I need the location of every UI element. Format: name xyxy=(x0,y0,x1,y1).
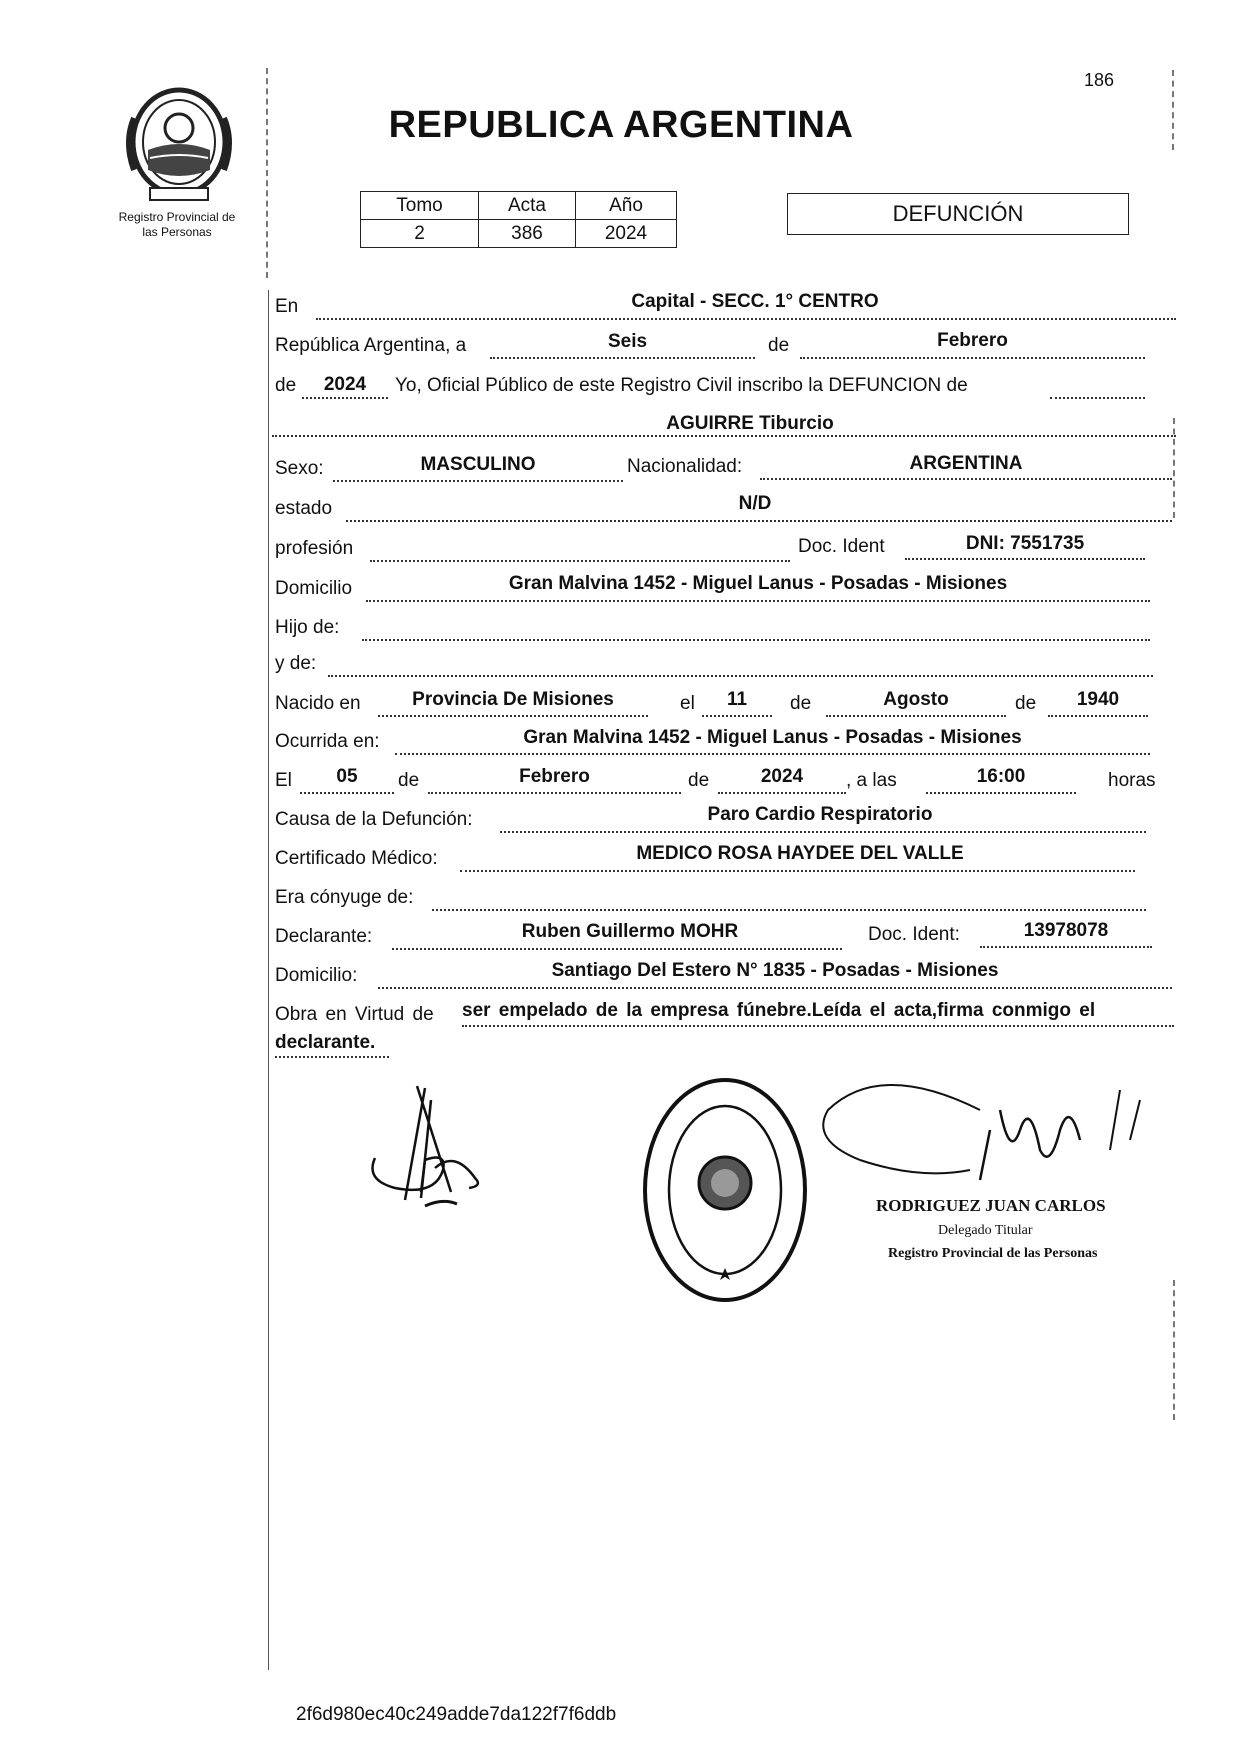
el-label: el xyxy=(680,693,695,714)
deceased-name: AGUIRRE Tiburcio xyxy=(666,413,834,434)
def-de-label: de xyxy=(398,770,420,791)
nacido-anio-value: 1940 xyxy=(1076,689,1120,710)
decl-doc-label: Doc. Ident: xyxy=(868,924,960,945)
official-name: RODRIGUEZ JUAN CARLOS xyxy=(876,1196,1106,1215)
certificado-value: MEDICO ROSA HAYDEE DEL VALLE xyxy=(636,843,964,864)
dotted-line xyxy=(702,715,772,717)
acta-value: 386 xyxy=(479,220,576,248)
dotted-line xyxy=(302,397,388,399)
decl-domicilio-label: Domicilio: xyxy=(275,965,358,986)
official-signature xyxy=(820,1070,1150,1210)
dotted-line xyxy=(333,480,623,482)
ocurrida-label: Ocurrida en: xyxy=(275,731,380,752)
dotted-line xyxy=(316,318,1176,320)
ocurrida-value: Gran Malvina 1452 - Miguel Lanus - Posadas - Misiones xyxy=(523,727,1022,748)
logo-caption: Registro Provincial de las Personas xyxy=(118,210,236,239)
dotted-line xyxy=(980,946,1152,948)
dotted-line xyxy=(428,792,681,794)
profesion-label: profesión xyxy=(275,538,354,559)
mes-value: Febrero xyxy=(937,330,1008,351)
registry-header: Tomo xyxy=(361,192,479,220)
dotted-line xyxy=(272,435,1176,437)
nacido-label: Nacido en xyxy=(275,693,361,714)
republica-label: República Argentina, a xyxy=(275,335,467,356)
declarante-value: Ruben Guillermo MOHR xyxy=(521,921,739,942)
document-hash: 2f6d980ec40c249adde7da122f7f6ddb xyxy=(296,1704,617,1725)
causa-value: Paro Cardio Respiratorio xyxy=(707,804,933,825)
dotted-line xyxy=(500,831,1146,833)
registry-table xyxy=(360,191,677,248)
registry-value-row xyxy=(361,220,677,248)
dotted-line xyxy=(275,1056,389,1058)
dotted-line xyxy=(432,909,1146,911)
margin-line xyxy=(266,68,268,278)
dotted-line xyxy=(460,870,1135,872)
nacido-lugar-value: Provincia De Misiones xyxy=(412,689,614,710)
dotted-line xyxy=(926,792,1076,794)
dotted-line xyxy=(370,560,790,562)
declarant-signature xyxy=(365,1080,505,1220)
tomo-value: 2 xyxy=(361,220,479,248)
estado-value: N/D xyxy=(738,493,772,514)
dotted-line xyxy=(490,357,755,359)
official-stamp xyxy=(640,1075,810,1305)
document-title: REPUBLICA ARGENTINA xyxy=(388,104,854,146)
en-label: En xyxy=(275,296,299,317)
dotted-line xyxy=(800,357,1145,359)
def-dia-value: 05 xyxy=(336,766,358,787)
obra-label: Obra en Virtud de xyxy=(275,1004,434,1025)
margin-line xyxy=(268,290,269,1670)
decl-domicilio-value: Santiago Del Estero N° 1835 - Posadas - Misiones xyxy=(551,960,999,981)
registry-header: Acta xyxy=(479,192,576,220)
dotted-line xyxy=(1048,715,1148,717)
sexo-label: Sexo: xyxy=(275,458,324,479)
dotted-line xyxy=(1050,397,1145,399)
alas-label: , a las xyxy=(846,770,897,791)
nacido-de-label: de xyxy=(790,693,812,714)
dotted-line xyxy=(362,639,1150,641)
margin-line xyxy=(1172,70,1174,150)
inscribo-text: Yo, Oficial Público de este Registro Civil inscribo la DEFUNCION de xyxy=(395,375,968,396)
anio-value: 2024 xyxy=(576,220,677,248)
margin-line xyxy=(1173,1280,1175,1420)
dotted-line xyxy=(300,792,394,794)
page-number: 186 xyxy=(1083,70,1114,90)
nacionalidad-value: ARGENTINA xyxy=(909,453,1023,474)
yde-label: y de: xyxy=(275,653,317,674)
nacionalidad-label: Nacionalidad: xyxy=(627,456,743,477)
margin-line xyxy=(1173,418,1175,518)
registry-header: Año xyxy=(576,192,677,220)
hijo-label: Hijo de: xyxy=(275,617,340,638)
dotted-line xyxy=(378,715,648,717)
de-label: de xyxy=(768,335,790,356)
dotted-line xyxy=(760,478,1172,480)
sexo-value: MASCULINO xyxy=(420,454,536,475)
de2-label: de xyxy=(275,375,297,396)
declarante-label: Declarante: xyxy=(275,926,373,947)
dotted-line xyxy=(905,558,1145,560)
def-anio-value: 2024 xyxy=(760,766,804,787)
def-mes-value: Febrero xyxy=(519,766,590,787)
anio-value: 2024 xyxy=(323,374,367,395)
obra-line1: ser empelado de la empresa fúnebre.Leída el acta,firma conmigo el xyxy=(462,1000,1096,1021)
domicilio-value: Gran Malvina 1452 - Miguel Lanus - Posadas - Misiones xyxy=(508,573,1008,594)
document-type-box: DEFUNCIÓN xyxy=(787,193,1129,235)
def-hora-value: 16:00 xyxy=(976,766,1026,787)
horas-label: horas xyxy=(1108,770,1156,791)
conyuge-label: Era cónyuge de: xyxy=(275,887,414,908)
certificado-label: Certificado Médico: xyxy=(275,848,438,869)
el2-label: El xyxy=(275,770,292,791)
dotted-line xyxy=(378,987,1172,989)
nacido-de2-label: de xyxy=(1015,693,1037,714)
nacido-mes-value: Agosto xyxy=(883,689,949,710)
official-role: Delegado Titular xyxy=(938,1223,1033,1238)
dotted-line xyxy=(392,948,842,950)
decl-doc-value: 13978078 xyxy=(1023,920,1109,941)
dotted-line xyxy=(395,753,1150,755)
dotted-line xyxy=(826,715,1006,717)
dotted-line xyxy=(346,520,1172,522)
doc-ident-value: DNI: 7551735 xyxy=(965,533,1085,554)
en-value: Capital - SECC. 1° CENTRO xyxy=(631,291,879,312)
def-de2-label: de xyxy=(688,770,710,791)
causa-label: Causa de la Defunción: xyxy=(275,809,473,830)
dotted-line xyxy=(462,1025,1174,1027)
dotted-line xyxy=(328,675,1153,677)
dia-value: Seis xyxy=(607,331,648,352)
dotted-line xyxy=(366,600,1150,602)
official-office: Registro Provincial de las Personas xyxy=(888,1246,1098,1261)
estado-label: estado xyxy=(275,498,333,519)
domicilio-label: Domicilio xyxy=(275,578,353,599)
doc-ident-label: Doc. Ident xyxy=(798,536,885,557)
nacido-dia-value: 11 xyxy=(726,689,748,710)
dotted-line xyxy=(718,792,846,794)
registry-header-row xyxy=(361,192,677,220)
obra-line2: declarante. xyxy=(275,1032,376,1053)
